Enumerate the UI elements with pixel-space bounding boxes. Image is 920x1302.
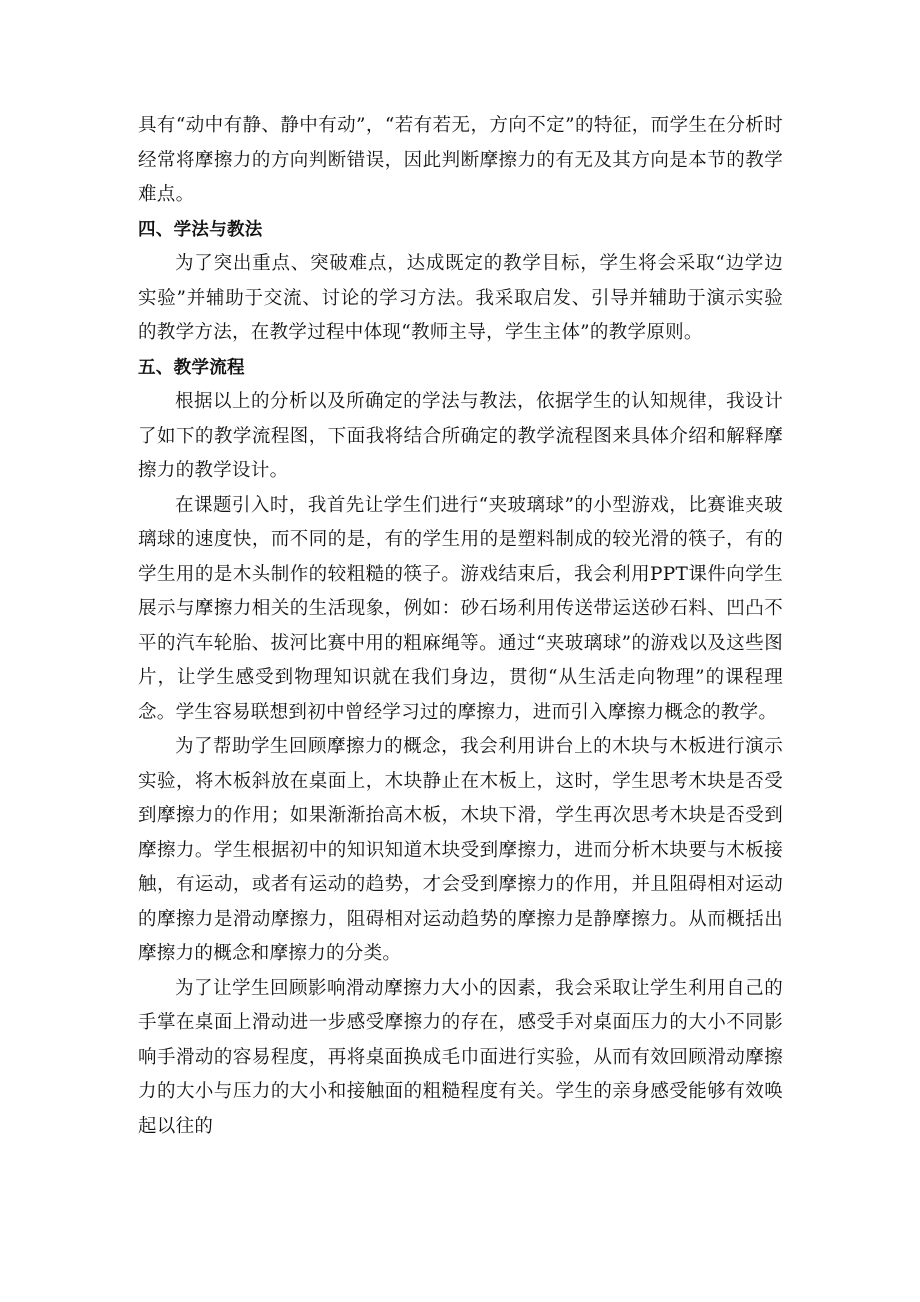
paragraph-methods: 为了突出重点、突破难点，达成既定的教学目标，学生将会采取“边学边实验”并辅助于交流、讨论的学习方法。我采取启发、引导并辅助于演示实验的教学方法，在教学过程中体现“教师主导，学生主体”的教学原则。 bbox=[138, 253, 783, 343]
paragraph-friction-concept: 为了帮助学生回顾摩擦力的概念，我会利用讲台上的木块与木板进行演示实验，将木板斜放在桌面上，木块静止在木板上，这时，学生思考木块是否受到摩擦力的作用；如果渐渐抬高木板，木块下滑，学生再次思考木块是否受到摩擦力。学生根据初中的知识知道木块受到摩擦力，进而分析木块要与木板接触，有运动，或者有运动的趋势，才会受到摩擦力的作用，并且阻碍相对运动的摩擦力是滑动摩擦力，阻碍相对运动趋势的摩擦力是静摩擦力。从而概括出摩擦力的概念和摩擦力的分类。 bbox=[138, 736, 783, 964]
paragraph-sliding-friction-factors: 为了让学生回顾影响滑动摩擦力大小的因素，我会采取让学生利用自己的手掌在桌面上滑动进一步感受摩擦力的存在，感受手对桌面压力的大小不同影响手滑动的容易程度，再将桌面换成毛巾面进行实验，从而有效回顾滑动摩擦力的大小与压力的大小和接触面的粗糙程度有关。学生的亲身感受能够有效唤起以往的 bbox=[138, 977, 783, 1137]
paragraph-process-intro: 根据以上的分析以及所确定的学法与教法，依据学生的认知规律，我设计了如下的教学流程图，下面我将结合所确定的教学流程图来具体介绍和解释摩擦力的教学设计。 bbox=[138, 391, 783, 481]
section-heading-teaching-process: 五、教学流程 bbox=[138, 357, 245, 378]
paragraph-lesson-introduction: 在课题引入时，我首先让学生们进行“夹玻璃球”的小型游戏，比赛谁夹玻璃球的速度快，而不同的是，有的学生用的是塑料制成的较光滑的筷子，有的学生用的是木头制作的较粗糙的筷子。游戏结束后，我会利用PPT课件向学生展示与摩擦力相关的生活现象，例如：砂石场利用传送带运送砂石料、凹凸不平的汽车轮胎、拔河比赛中用的粗麻绳等。通过“夹玻璃球”的游戏以及这些图片，让学生感受到物理知识就在我们身边，贯彻“从生活走向物理”的课程理念。学生容易联想到初中曾经学习过的摩擦力，进而引入摩擦力概念的教学。 bbox=[138, 494, 783, 723]
document-page bbox=[138, 109, 783, 1144]
paragraph-difficulty-conclusion: 具有“动中有静、静中有动”，“若有若无，方向不定”的特征，而学生在分析时经常将摩擦力的方向判断错误，因此判断摩擦力的有无及其方向是本节的教学难点。 bbox=[138, 115, 783, 205]
section-heading-learning-and-teaching-methods: 四、学法与教法 bbox=[138, 219, 263, 240]
